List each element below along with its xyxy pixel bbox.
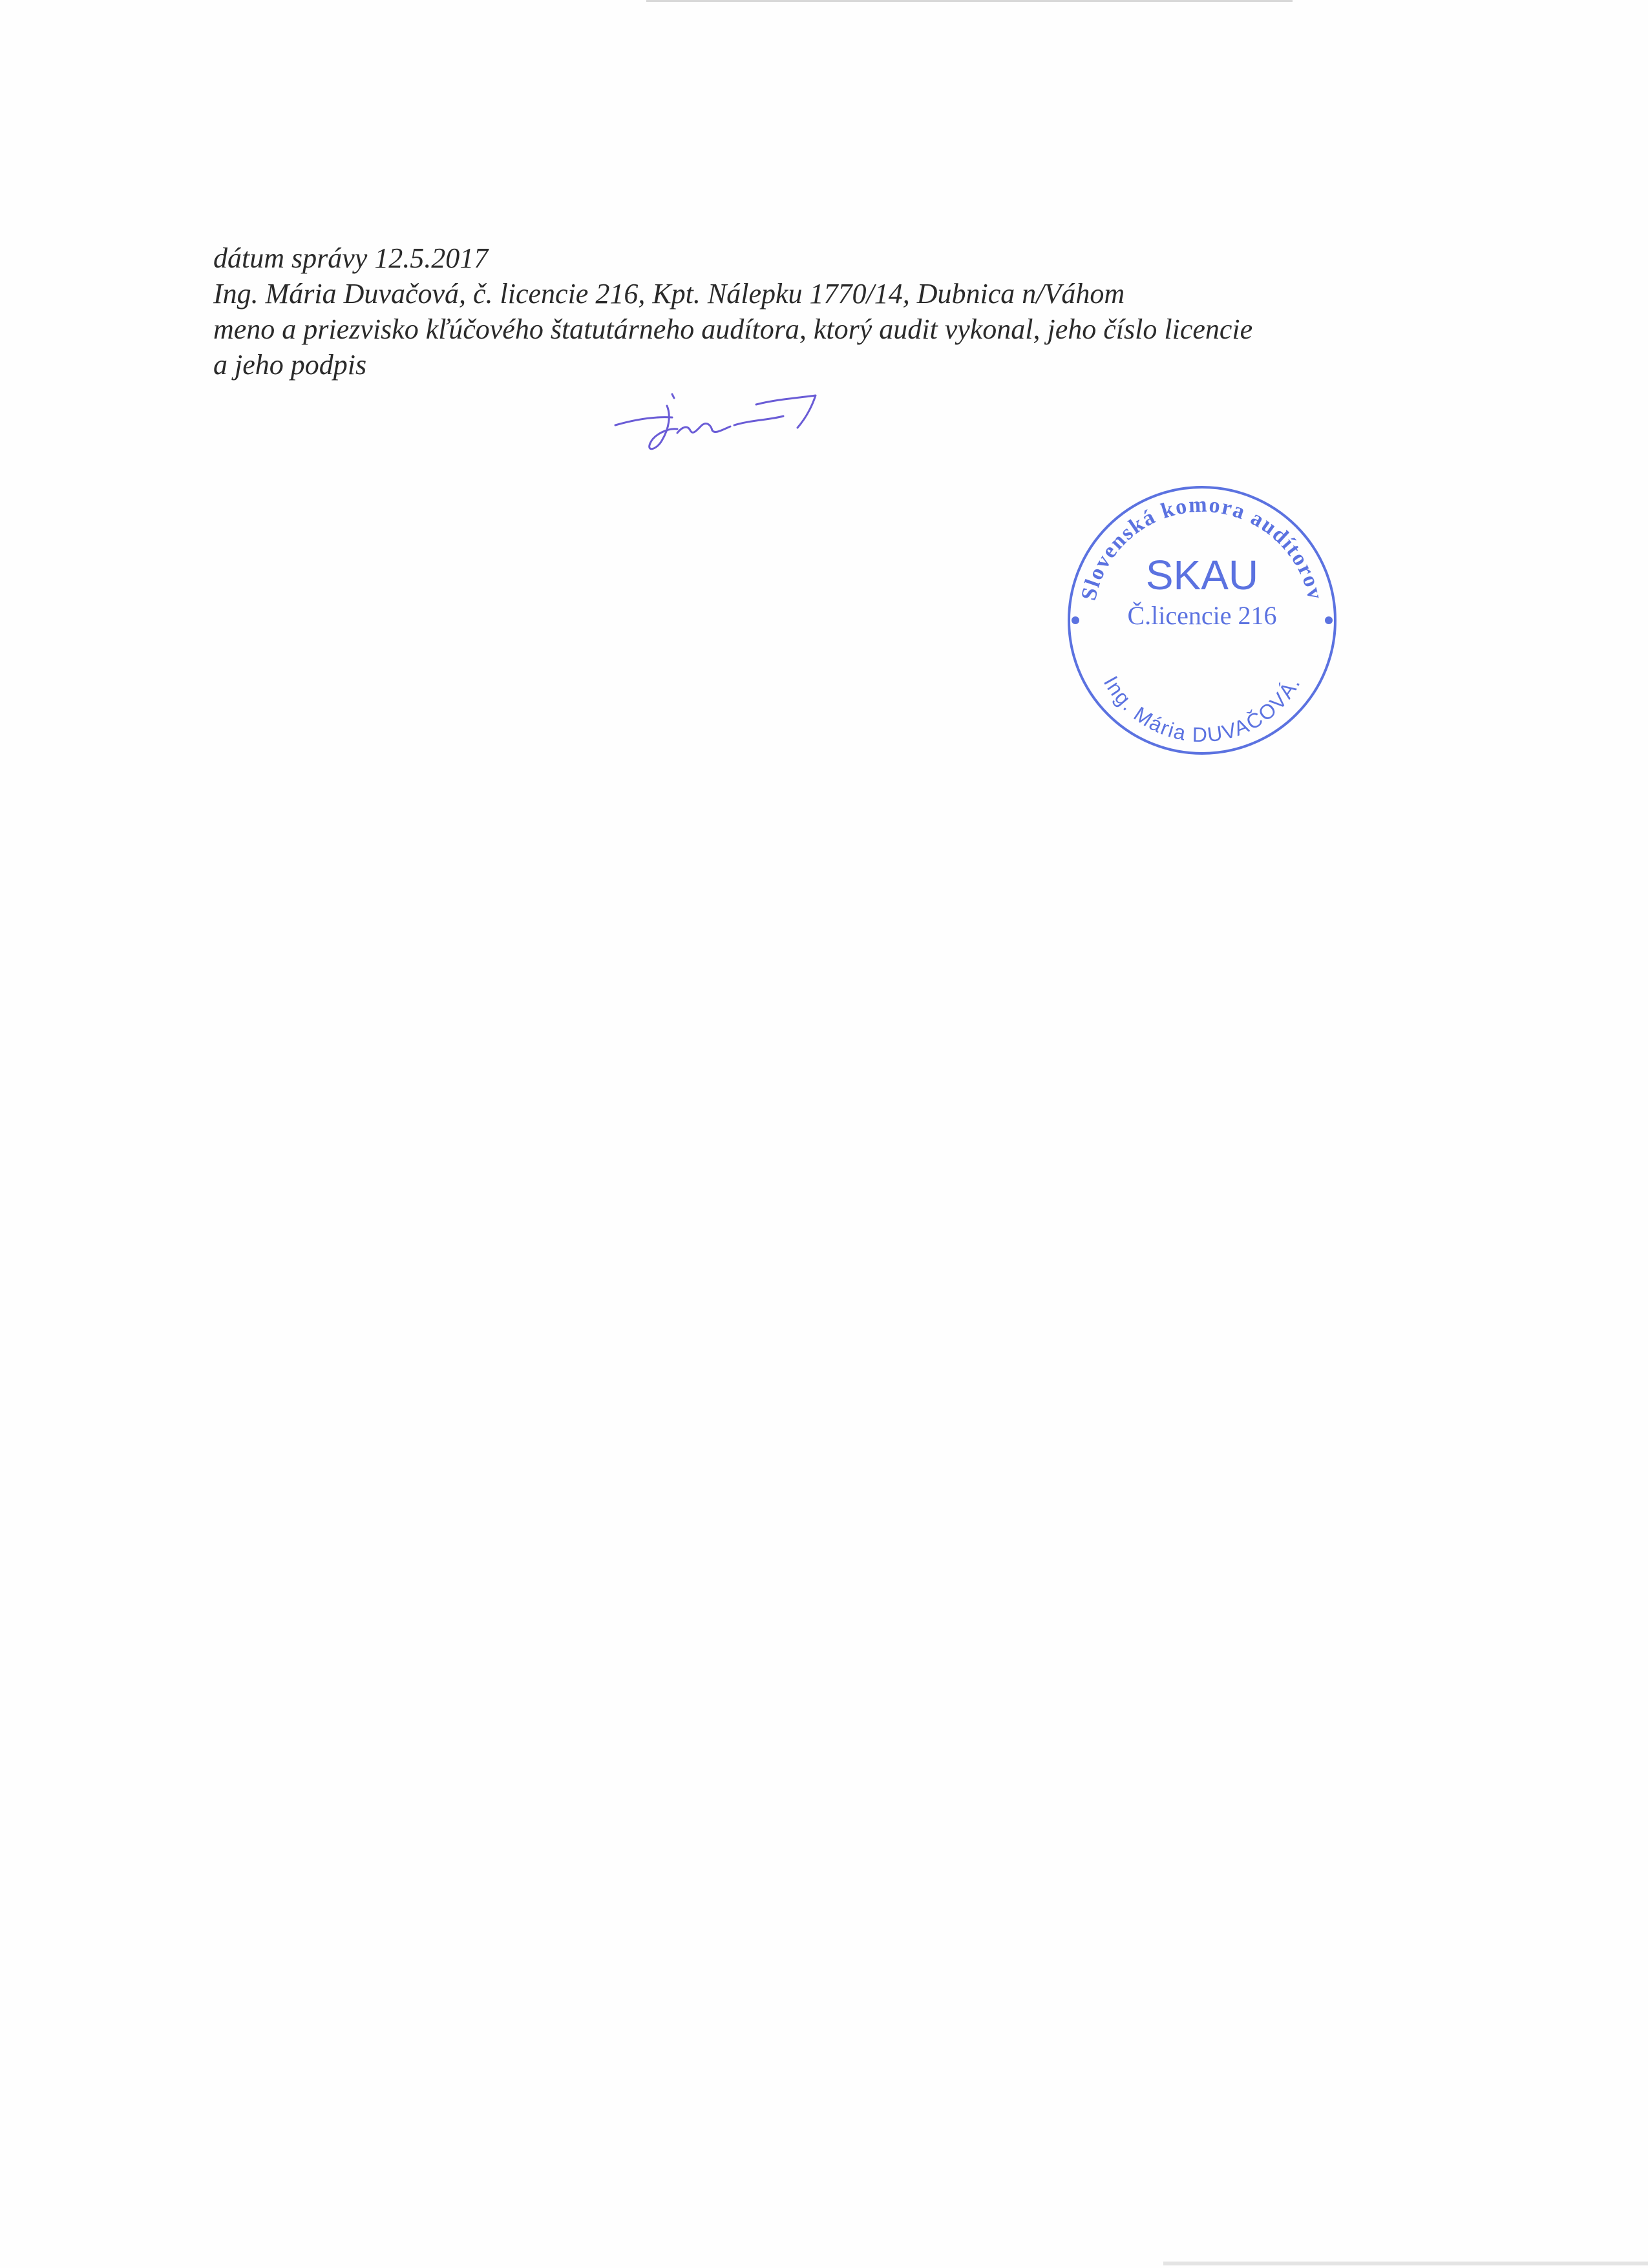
stamp-outer-text: Slovenská komora audítorov [1077,492,1327,603]
auditor-stamp-icon [1060,478,1344,762]
auditor-details-line: Ing. Mária Duvačová, č. licencie 216, Kpt. Nálepku 1770/14, Dubnica n/Váhom [213,278,1125,310]
report-signature-block [213,240,1474,383]
scan-edge-bottom [1163,2262,1648,2265]
stamp-bottom-text: Ing. Mária DUVAČOVÁ. [1099,672,1305,747]
stamp-license-text: Č.licencie 216 [1127,601,1277,630]
stamp-center-text: SKAU [1145,552,1259,598]
svg-text:Ing. Mária DUVAČOVÁ. [1099,672,1305,746]
auditor-caption-line: meno a priezvisko kľúčového štatutárneho audítora, ktorý audit vykonal, jeho číslo licencie [213,313,1253,345]
scan-edge-top [646,0,1293,2]
auditor-caption-line-2: a jeho podpis [213,349,367,381]
stamp-dot-left [1072,616,1079,624]
stamp-dot-right [1325,616,1333,624]
report-date-line: dátum správy 12.5.2017 [213,242,489,274]
handwritten-signature-icon [607,388,866,465]
